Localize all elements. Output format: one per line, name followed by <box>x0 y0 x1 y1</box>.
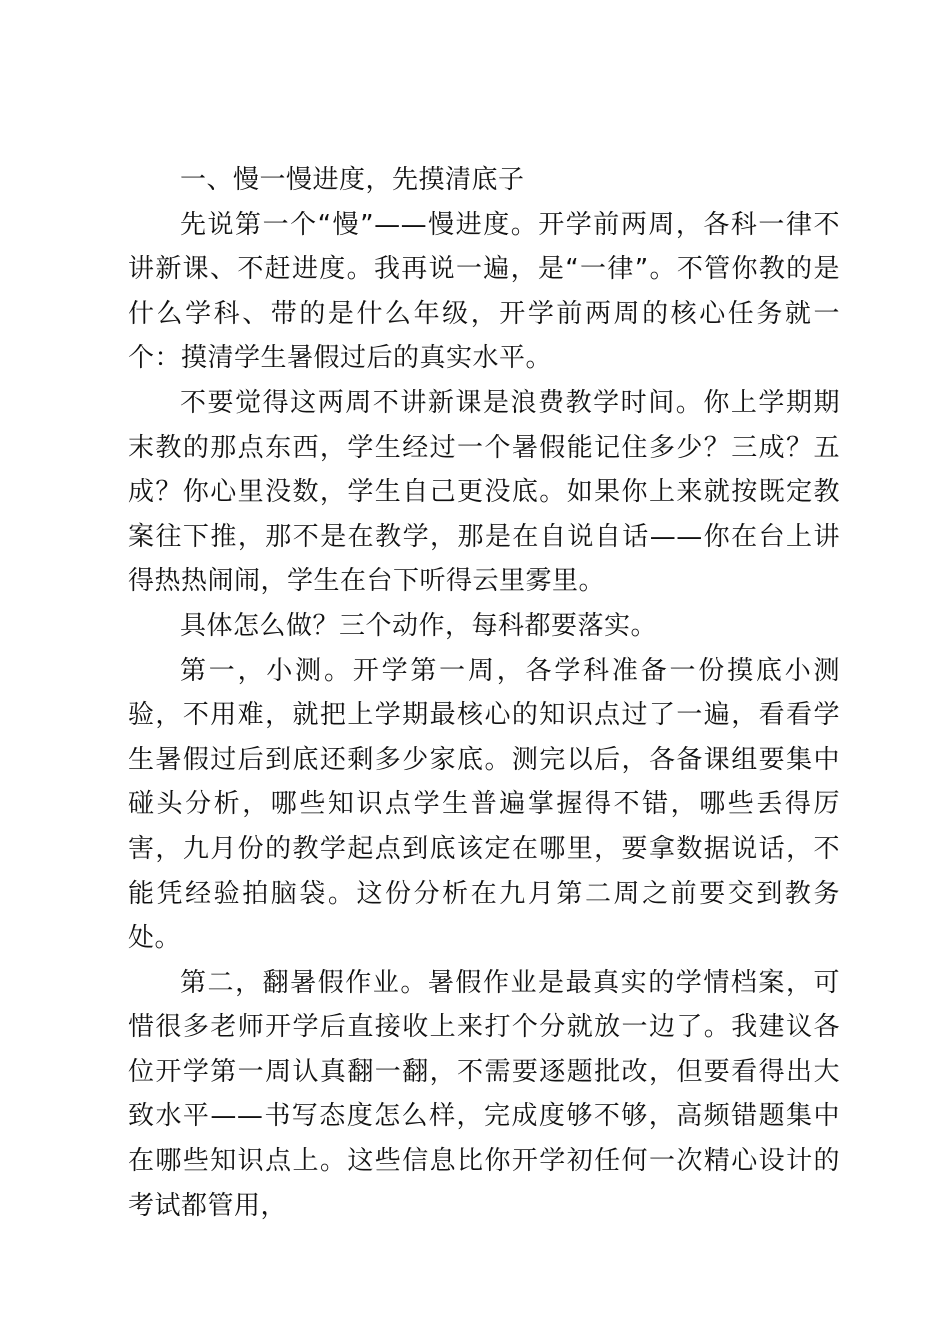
paragraph: 第一，小测。开学第一周，各学科准备一份摸底小测验，不用难，就把上学期最核心的知识点过了一遍，看看学生暑假过后到底还剩多少家底。测完以后，各备课组要集中碰头分析，哪些知识点学生普遍掌握得不错，哪些丢得厉害，九月份的教学起点到底该定在哪里，要拿数据说话，不能凭经验拍脑袋。这份分析在九月第二周之前要交到教务处。 <box>128 655 840 954</box>
paragraph: 第二，翻暑假作业。暑假作业是最真实的学情档案，可惜很多老师开学后直接收上来打个分就放一边了。我建议各位开学第一周认真翻一翻，不需要逐题批改，但要看得出大致水平——书写态度怎么样，完成度够不够，高频错题集中在哪些知识点上。这些信息比你开学初任何一次精心设计的考试都管用， <box>128 967 840 1221</box>
section-heading: 一、慢一慢进度，先摸清底子 <box>180 165 525 195</box>
paragraph: 先说第一个“慢”——慢进度。开学前两周，各科一律不讲新课、不赶进度。我再说一遍，是“一律”。不管你教的是什么学科、带的是什么年级，开学前两周的核心任务就一个：摸清学生暑假过后的真实水平。 <box>128 209 840 374</box>
paragraph: 具体怎么做？三个动作，每科都要落实。 <box>180 610 658 641</box>
paragraph: 不要觉得这两周不讲新课是浪费教学时间。你上学期期末教的那点东西，学生经过一个暑假能记住多少？三成？五成？你心里没数，学生自己更没底。如果你上来就按既定教案往下推，那不是在教学，那是在自说自话——你在台上讲得热热闹闹，学生在台下听得云里雾里。 <box>128 387 840 597</box>
document-body <box>128 158 840 1228</box>
